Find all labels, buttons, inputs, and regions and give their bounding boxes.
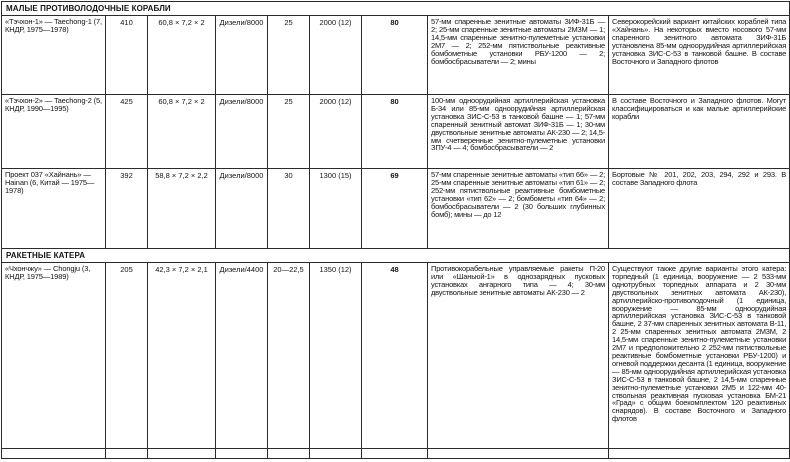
table-row-chongju — [2, 263, 790, 449]
table-row-hainan — [2, 169, 790, 249]
dimensions-cell: 58,8 × 7,2 × 2,2 — [148, 169, 216, 249]
propulsion-cell: Дизели/8000 — [216, 169, 268, 249]
displacement-cell: 392 — [106, 169, 148, 249]
crew-cell: 80 — [362, 16, 428, 95]
table-row-empty-continuation — [2, 449, 790, 459]
ship-name-cell: «Тэчхон-1» — Taechong-1 (7, КНДР, 1975—1978) — [2, 16, 106, 95]
dimensions-cell: 60,8 × 7,2 × 2 — [148, 16, 216, 95]
notes-cell: Северокорейский вариант китайских кораблей типа «Хайнань». На некоторых вместо носового 57-мм спаренного зенитного автомата ЗИФ-31Б установлена 85-мм одноорудийная артиллерийская установка ЗИС-С-53 в танковой башне. В составе Восточного и Западного флотов — [609, 16, 790, 95]
empty-cell — [310, 449, 362, 459]
section-header: МАЛЫЕ ПРОТИВОЛОДОЧНЫЕ КОРАБЛИ — [2, 2, 790, 16]
displacement-cell: 410 — [106, 16, 148, 95]
range-cell: 2000 (12) — [310, 16, 362, 95]
empty-cell — [216, 449, 268, 459]
empty-cell — [428, 449, 609, 459]
empty-cell — [609, 449, 790, 459]
displacement-cell: 205 — [106, 263, 148, 449]
speed-cell: 20—22,5 — [268, 263, 310, 449]
notes-cell: В составе Восточного и Западного флотов. Могут классифицироваться и как малые артиллерийские корабли — [609, 95, 790, 169]
speed-cell: 25 — [268, 95, 310, 169]
crew-cell: 48 — [362, 263, 428, 449]
dimensions-cell: 42,3 × 7,2 × 2,1 — [148, 263, 216, 449]
speed-cell: 30 — [268, 169, 310, 249]
section-header: РАКЕТНЫЕ КАТЕРА — [2, 249, 790, 263]
ship-name-cell: «Чхончжу» — Chongju (3, КНДР, 1975—1989) — [2, 263, 106, 449]
empty-cell — [148, 449, 216, 459]
notes-cell: Бортовые № 201, 202, 203, 294, 292 и 293. В составе Западного флота — [609, 169, 790, 249]
notes-cell: Существуют также другие варианты этого катера: торпедный (1 единица, вооружение — 2 533-мм однотрубных торпедных аппарата и 2 30-мм двуствольных зенитных автомата АК-230), артиллерийско-противолодочный (1 единица, вооружение — 85-мм одноорудийная артиллерийская установка ЗИС-С-53 в танковой башне, 2 37-мм спаренных зенитных автомата В-11, 2 25-мм спаренных зенитных автомата 2М3М, 2 14,5-мм спаренные зенитно-пулеметные установки 2М7 и предположительно 2 252-мм пятиствольные реактивные бомбометные установки РБУ-1200) и огневой поддержки десанта (1 единица, вооружение — 85-мм одноорудийная артиллерийская установка ЗИС-С-53 в танковой башне, 2 14,5-мм спаренные зенитно-пулеметные установки 2М5 и 122-мм 40-ствольная реактивная пусковая установка БМ-21 «Град» с общим боекомплектом 120 реактивных снарядов). В составе Восточного и Западного флотов — [609, 263, 790, 449]
propulsion-cell: Дизели/4400 — [216, 263, 268, 449]
empty-cell — [362, 449, 428, 459]
empty-cell — [106, 449, 148, 459]
ship-name-cell: Проект 037 «Хайнань» — Hainan (6, Китай — 1975—1978) — [2, 169, 106, 249]
table-row-taechong-1 — [2, 16, 790, 95]
section-row-small-asw-ships — [2, 2, 790, 16]
armament-cell: 57-мм спаренные зенитные автоматы «тип 66» — 2; 25-мм спаренные зенитные автоматы «тип 61» — 2; 252-мм пятиствольные реактивные бомбометные установки «тип 62» — 2; бомбометы «тип 64» — 2; бомбосбрасыватели — 2 (30 больших глубинных бомб); мины — до 12 — [428, 169, 609, 249]
dimensions-cell: 60,8 × 7,2 × 2 — [148, 95, 216, 169]
propulsion-cell: Дизели/8000 — [216, 16, 268, 95]
displacement-cell: 425 — [106, 95, 148, 169]
range-cell: 1300 (15) — [310, 169, 362, 249]
range-cell: 1350 (12) — [310, 263, 362, 449]
table-row-taechong-2 — [2, 95, 790, 169]
armament-cell: 100-мм одноорудийная артиллерийская установка Б-34 или 85-мм одноорудийная артиллерийская установка ЗИС-С-53 в танковой башне — 1; 57-мм спаренный зенитный автомат ЗИФ-31Б — 1; 30-мм двуствольные зенитные автоматы АК-230 — 2; 14,5-мм счетверенные зенитно-пулеметные установки ЗПУ-4 — 4; бомбосбрасыватели — 2 — [428, 95, 609, 169]
crew-cell: 80 — [362, 95, 428, 169]
ship-name-cell: «Тэчхон-2» — Taechong-2 (5, КНДР, 1990—1995) — [2, 95, 106, 169]
propulsion-cell: Дизели/8000 — [216, 95, 268, 169]
armament-cell: Противокорабельные управляемые ракеты П-20 или «Шаньюй-1» в однозарядных пусковых установках ангарного типа — 4; 30-мм двуствольные зенитные автоматы АК-230 — 2 — [428, 263, 609, 449]
section-row-missile-boats — [2, 249, 790, 263]
speed-cell: 25 — [268, 16, 310, 95]
range-cell: 2000 (12) — [310, 95, 362, 169]
empty-cell — [268, 449, 310, 459]
crew-cell: 69 — [362, 169, 428, 249]
empty-cell — [2, 449, 106, 459]
ship-reference-table — [1, 1, 790, 459]
armament-cell: 57-мм спаренные зенитные автоматы ЗИФ-31Б — 2; 25-мм спаренные зенитные автоматы 2М3М — 1; 14,5-мм спаренные зенитно-пулеметные установки 2М7 — 2; 252-мм пятиствольные реактивные бомбометные установки РБУ-1200 — 2; бомбосбрасыватели — 2; мины — [428, 16, 609, 95]
